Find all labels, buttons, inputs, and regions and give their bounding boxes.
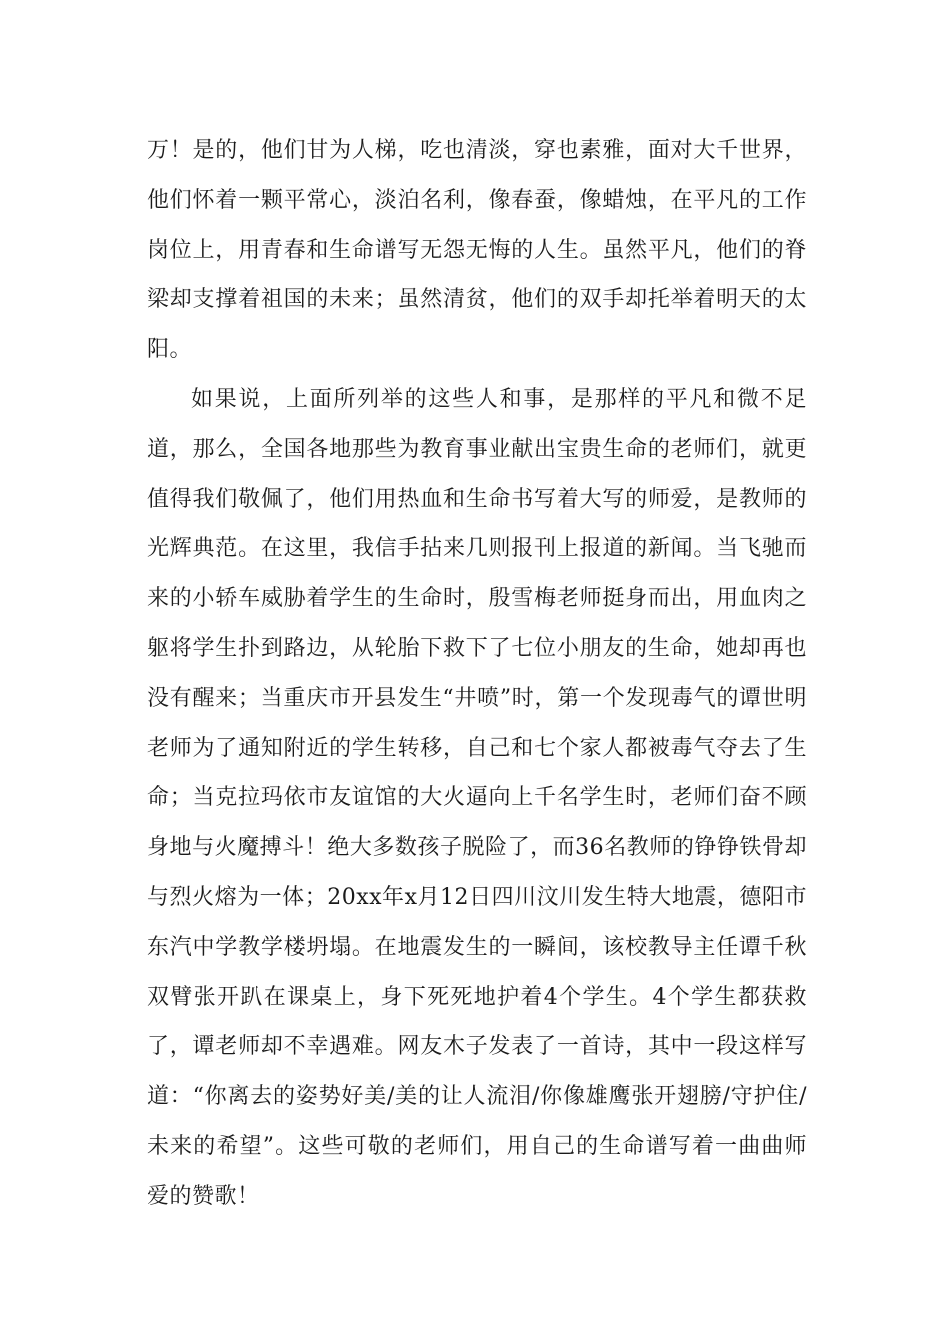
paragraph-teachers-sacrifice: 如果说，上面所列举的这些人和事，是那样的平凡和微不足道，那么，全国各地那些为教育事业献出宝贵生命的老师们，就更值得我们敬佩了，他们用热血和生命书写着大写的师爱，是教师的光辉典范。在这里，我信手拈来几则报刊上报道的新闻。当飞驰而来的小轿车威胁着学生的生命时，殷雪梅老师挺身而出，用血肉之躯将学生扑到路边，从轮胎下救下了七位小朋友的生命，她却再也没有醒来；当重庆市开县发生“井喷”时，第一个发现毒气的谭世明老师为了通知附近的学生转移，自己和七个家人都被毒气夺去了生命；当克拉玛依市友谊馆的大火逼向上千名学生时，老师们奋不顾身地与火魔搏斗！绝大多数孩子脱险了，而36名教师的铮铮铁骨却与烈火熔为一体；20xx年x月12日四川汶川发生特大地震，德阳市东汽中学教学楼坍塌。在地震发生的一瞬间，该校教导主任谭千秋双臂张开趴在课桌上，身下死死地护着4个学生。4个学生都获救了，谭老师却不幸遇难。网友木子发表了一首诗，其中一段这样写道：“你离去的姿势好美/美的让人流泪/你像雄鹰张开翅膀/守护住/未来的希望”。这些可敬的老师们，用自己的生命谱写着一曲曲师爱的赞歌！ [147,386,807,1209]
paragraph-continuation: 万！是的，他们甘为人梯，吃也清淡，穿也素雅，面对大千世界，他们怀着一颗平常心，淡泊名利，像春蚕，像蜡烛，在平凡的工作岗位上，用青春和生命谱写无怨无悔的人生。虽然平凡，他们的脊梁却支撑着祖国的未来；虽然清贫，他们的双手却托举着明天的太阳。 [147,138,807,363]
body-text [147,126,807,1222]
